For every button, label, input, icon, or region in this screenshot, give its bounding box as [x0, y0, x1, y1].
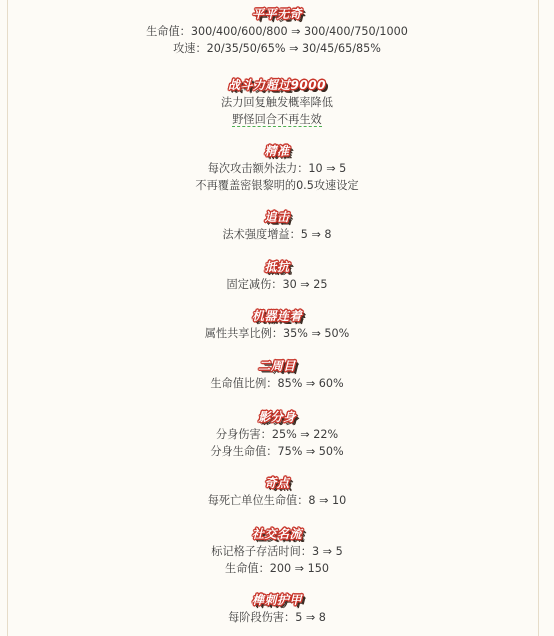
change-line: 生命值：300/400/600/800 ⇒ 300/400/750/1000	[146, 25, 408, 38]
section-title: 奇点	[264, 476, 290, 490]
section-pingping-wuqi	[0, 3, 554, 60]
section-second-playthrough	[0, 343, 554, 393]
change-line: 法力回复触发概率降低	[221, 96, 333, 109]
change-line: 每死亡单位生命值：8 ⇒ 10	[207, 494, 347, 507]
change-line: 每阶段伤害：5 ⇒ 8	[228, 611, 326, 624]
section-title: 战斗力超过9000	[228, 78, 326, 92]
section-title: 二周目	[258, 359, 296, 373]
section-resistance	[0, 243, 554, 293]
change-line: 生命值：200 ⇒ 150	[225, 561, 329, 575]
section-title: 影分身	[258, 410, 296, 424]
change-line: 生命值比例：85% ⇒ 60%	[210, 377, 344, 390]
section-singularity	[0, 460, 554, 510]
section-pursuit	[0, 192, 554, 243]
change-line: 分身伤害：25% ⇒ 22%	[215, 428, 339, 441]
section-title: 机器连着	[251, 309, 302, 323]
change-line: 攻速：20/35/50/65% ⇒ 30/45/65/85%	[173, 41, 381, 55]
section-title: 精准	[264, 144, 290, 158]
change-line	[0, 112, 554, 129]
section-title: 社交名流	[251, 527, 302, 541]
change-line: 不再覆盖密银黎明的0.5攻速设定	[195, 178, 359, 192]
section-precision	[0, 140, 554, 192]
section-title: 抵抗	[264, 260, 290, 274]
section-tenon-armor	[0, 577, 554, 627]
section-machine-link	[0, 293, 554, 343]
patch-notes-list	[0, 3, 554, 627]
section-power-over-9000	[0, 60, 554, 140]
change-line: 固定减伤：30 ⇒ 25	[226, 278, 328, 291]
change-line: 法术强度增益：5 ⇒ 8	[222, 228, 332, 241]
change-line: 分身生命值：75% ⇒ 50%	[210, 444, 344, 458]
section-shadow-clone	[0, 393, 554, 460]
section-title: 榫刺护甲	[251, 593, 302, 607]
section-socialite	[0, 510, 554, 577]
section-title: 平平无奇	[251, 7, 302, 21]
change-line: 每次攻击额外法力：10 ⇒ 5	[207, 162, 347, 175]
change-line: 标记格子存活时间：3 ⇒ 5	[211, 545, 343, 558]
change-line: 属性共享比例：35% ⇒ 50%	[204, 327, 350, 340]
change-line-text: 野怪回合不再生效	[232, 112, 322, 126]
section-title: 追击	[264, 210, 290, 224]
